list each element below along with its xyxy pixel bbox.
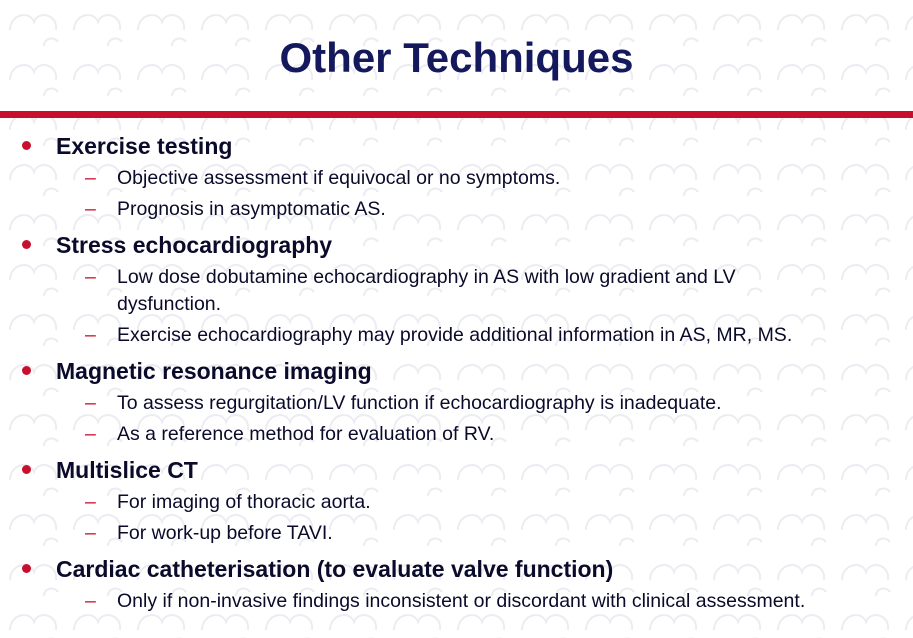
- sub-item-text: Exercise echocardiography may provide additional information in AS, MR, MS.: [117, 324, 793, 346]
- sub-item: [0, 196, 913, 223]
- sub-item: [0, 165, 913, 192]
- sub-list: [0, 165, 913, 223]
- bullet-heading: [0, 229, 913, 261]
- bullet-heading-text: Magnetic resonance imaging: [56, 358, 372, 384]
- sub-item: [0, 421, 913, 448]
- bullet-heading: [0, 454, 913, 486]
- sub-list: [0, 588, 913, 615]
- bullet-heading-text: Stress echocardiography: [56, 232, 333, 258]
- bullet-dot-icon: [22, 564, 31, 573]
- sub-list: [0, 390, 913, 448]
- section-multislice-ct: [0, 454, 913, 547]
- bullet-heading-text: Exercise testing: [56, 133, 233, 159]
- bullet-heading-text: Cardiac catheterisation (to evaluate valve function): [56, 556, 614, 582]
- sub-item: [0, 264, 913, 318]
- slide-title: Other Techniques: [279, 34, 634, 81]
- dash-marker: –: [85, 423, 96, 445]
- dash-marker: –: [85, 522, 96, 544]
- title-divider: [0, 111, 913, 118]
- bullet-heading: [0, 355, 913, 387]
- section-cardiac-catheterisation: [0, 553, 913, 615]
- sub-item-text: Objective assessment if equivocal or no symptoms.: [117, 167, 561, 189]
- sub-list: [0, 264, 913, 349]
- sub-list: [0, 489, 913, 547]
- sub-item-text: Low dose dobutamine echocardiography in AS with low gradient and LV dysfunction.: [117, 266, 736, 315]
- section-magnetic-resonance-imaging: [0, 355, 913, 448]
- bullet-dot-icon: [22, 141, 31, 150]
- sub-item: [0, 322, 913, 349]
- dash-marker: –: [85, 491, 96, 513]
- bullet-heading-text: Multislice CT: [56, 457, 198, 483]
- dash-marker: –: [85, 198, 96, 220]
- bullet-dot-icon: [22, 465, 31, 474]
- dash-marker: –: [85, 167, 96, 189]
- sub-item-text: Prognosis in asymptomatic AS.: [117, 198, 386, 220]
- section-exercise-testing: [0, 130, 913, 223]
- dash-marker: –: [85, 266, 96, 288]
- dash-marker: –: [85, 324, 96, 346]
- sub-item-text: For work-up before TAVI.: [117, 522, 333, 544]
- bullet-heading: [0, 130, 913, 162]
- bullet-dot-icon: [22, 366, 31, 375]
- sub-item: [0, 489, 913, 516]
- sub-item-text: Only if non-invasive findings inconsistent or discordant with clinical assessment.: [117, 590, 806, 612]
- sub-item: [0, 520, 913, 547]
- sub-item-text: To assess regurgitation/LV function if echocardiography is inadequate.: [117, 392, 722, 414]
- dash-marker: –: [85, 590, 96, 612]
- sub-item: [0, 588, 913, 615]
- bullet-heading: [0, 553, 913, 585]
- sub-item-text: For imaging of thoracic aorta.: [117, 491, 371, 513]
- bullet-dot-icon: [22, 240, 31, 249]
- bullet-list: [0, 130, 913, 621]
- sub-item-text: As a reference method for evaluation of RV.: [117, 423, 495, 445]
- section-stress-echocardiography: [0, 229, 913, 349]
- sub-item: [0, 390, 913, 417]
- dash-marker: –: [85, 392, 96, 414]
